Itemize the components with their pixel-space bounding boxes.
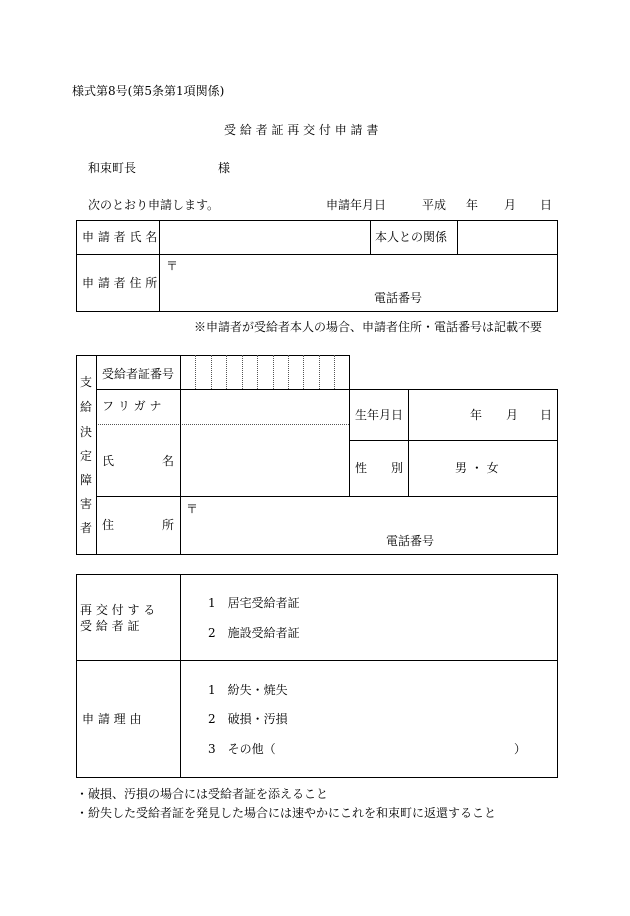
birth-date-label: 生年月日 [355,408,404,422]
application-date-label: 申請年月日 [326,198,387,212]
birth-month-label: 月 [506,408,519,422]
recipient-postal-mark: 〒 [186,502,199,516]
sex-label-2: 別 [391,461,404,475]
reason-option-lost[interactable]: 1 紛失・焼失 [208,683,288,697]
side-label-char: 定 [80,449,93,463]
footer-note: ・紛失した受給者証を発見した場合には速やかにこれを和束町に返還すること [76,806,497,820]
applicant-phone-label: 電話番号 [374,291,423,305]
birth-year-label: 年 [470,408,483,422]
applicant-address-label: 申 請 者 住 所 [82,276,158,290]
footer-note: ・破損、汚損の場合には受給者証を添えること [76,787,329,801]
recipient-address-label-1: 住 [102,518,115,532]
cert-option-home[interactable]: 1 居宅受給者証 [208,596,300,610]
birth-day-label: 日 [540,408,553,422]
side-label-char: 給 [80,400,93,414]
recipient-name-field[interactable] [182,426,348,495]
furigana-label: フ リ ガ ナ [102,399,162,413]
cert-option-facility[interactable]: 2 施設受給者証 [208,626,300,640]
reason-option-other[interactable]: 3 その他（ [208,742,276,756]
applicant-note: ※申請者が受給者本人の場合、申請者住所・電話番号は記載不要 [194,320,543,334]
recipient-address-label-2: 所 [162,518,175,532]
recipient-phone-label: 電話番号 [386,534,435,548]
form-number: 様式第8号(第5条第1項関係) [72,84,225,98]
intro-text: 次のとおり申請します。 [88,198,220,212]
page-title: 受 給 者 証 再 交 付 申 請 書 [224,123,379,137]
side-label-char: 障 [80,473,93,487]
relation-label: 本人との関係 [375,230,448,244]
reason-other-field[interactable] [272,740,512,758]
cert-number-field[interactable] [182,357,348,388]
applicant-address-field[interactable] [161,256,555,310]
side-label-char: 害 [80,497,93,511]
addressee: 和束町長 [88,161,137,175]
relation-field[interactable] [459,222,555,253]
sex-label-1: 性 [355,461,368,475]
applicant-name-field[interactable] [161,222,368,253]
cert-number-label: 受給者証番号 [102,367,175,381]
addressee-honorific: 様 [218,161,231,175]
recipient-name-label-2: 名 [162,454,175,468]
reissue-cert-label-line2: 受 給 者 証 [80,619,140,633]
reissue-cert-label-line1: 再 交 付 す る [80,603,156,617]
date-year-label: 年 [466,198,479,212]
recipient-name-label-1: 氏 [102,454,115,468]
sex-options[interactable]: 男 ・ 女 [455,461,499,475]
date-day-label: 日 [540,198,553,212]
birth-date-field[interactable] [410,391,556,439]
date-month-label: 月 [504,198,517,212]
side-label-char: 支 [80,375,93,389]
side-label-char: 決 [80,425,93,439]
applicant-postal-mark: 〒 [166,259,179,273]
side-label-char: 者 [80,521,93,535]
furigana-field[interactable] [182,391,348,423]
reason-option-damaged[interactable]: 2 破損・汚損 [208,712,288,726]
recipient-address-field[interactable] [182,498,556,553]
applicant-name-label: 申 請 者 氏 名 [82,230,158,244]
reason-other-close: ） [514,742,527,756]
era-label: 平成 [422,198,447,212]
reason-label: 申 請 理 由 [82,712,142,726]
